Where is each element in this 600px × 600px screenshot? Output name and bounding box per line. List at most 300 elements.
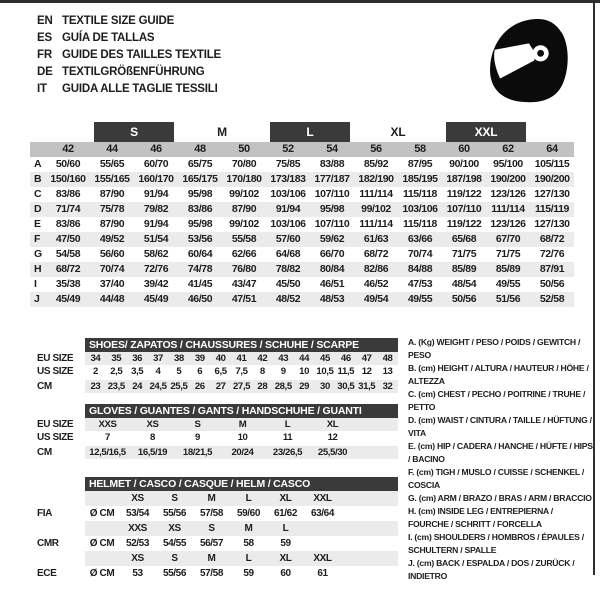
- row-label: F: [34, 233, 41, 245]
- table-cell: 119/122: [446, 188, 482, 200]
- table-cell: 55/56: [162, 568, 187, 579]
- table-cell: 160/170: [138, 173, 174, 185]
- table-cell: 54/58: [55, 248, 81, 260]
- table-cell: 59: [280, 538, 291, 549]
- size-header-cell: M: [193, 491, 230, 506]
- table-cell: 55/65: [99, 158, 125, 170]
- size-header-cell: M: [193, 551, 230, 566]
- row-label: C: [34, 188, 42, 200]
- table-cell: 35: [106, 352, 127, 365]
- table-cell: 103/106: [270, 218, 306, 230]
- table-cell: 49/55: [495, 278, 521, 290]
- table-cell: 76/80: [231, 263, 257, 275]
- lang-title: GUIDA ALLE TAGLIE TESSILI: [62, 83, 218, 95]
- measure-row-I: [30, 277, 574, 292]
- table-cell: 66/70: [319, 248, 345, 260]
- measurement-legend: [408, 336, 594, 583]
- lang-row-fr: [37, 47, 221, 64]
- table-cell: 111/114: [359, 188, 393, 200]
- racing-helmet-icon: [483, 14, 573, 107]
- table-cell: 63/64: [310, 508, 335, 519]
- table-cell: 75/78: [99, 203, 125, 215]
- table-cell: 18/21,5: [175, 446, 220, 459]
- table-cell: M: [220, 418, 265, 431]
- legend-item: G. (cm) ARM / BRAZO / BRAS / ARM / BRACCIO: [408, 493, 592, 503]
- table-cell: 13: [382, 366, 393, 377]
- lang-row-it: [37, 81, 221, 98]
- table-cell: 170/180: [226, 173, 262, 185]
- table-cell: 155/165: [94, 173, 130, 185]
- unit-label: Ø CM: [89, 508, 115, 519]
- table-cell: 53/54: [125, 508, 150, 519]
- table-cell: 44: [294, 352, 315, 365]
- table-cell: 68/72: [363, 248, 389, 260]
- filler-cell: [355, 418, 398, 431]
- row-label: US SIZE: [37, 366, 74, 377]
- row-label: US SIZE: [37, 432, 74, 443]
- table-cell: 12: [327, 432, 338, 443]
- size-group-XL: XL: [390, 125, 406, 139]
- table-cell: 12,5/16,5: [85, 446, 130, 459]
- helmet-size-header-row-ECE: [30, 551, 398, 566]
- size-header-row: [30, 142, 574, 157]
- size-group-XXL: XXL: [446, 122, 526, 142]
- table-cell: 31,5: [358, 381, 376, 392]
- table-cell: L: [265, 418, 310, 431]
- table-cell: 49/54: [363, 293, 389, 305]
- table-cell: 56/57: [199, 538, 224, 549]
- size-header-cell: XL: [267, 551, 304, 566]
- legend-item: E. (cm) HIP / CADERA / HANCHE / HÜFTE / HIPS / BACINO: [408, 441, 593, 464]
- measure-row-E: [30, 217, 574, 232]
- table-cell: 30: [315, 380, 336, 393]
- table-cell: 72/76: [539, 248, 565, 260]
- size-header-cell: 44: [106, 143, 118, 155]
- table-cell: 64/68: [275, 248, 301, 260]
- table-cell: 48: [377, 352, 398, 365]
- table-cell: 58/62: [143, 248, 169, 260]
- table-cell: 25,5: [170, 381, 188, 392]
- helmet-size-header-row-CMR: [30, 521, 398, 536]
- filler-cell: [341, 551, 398, 566]
- filler-cell: [341, 566, 398, 581]
- size-header-cell: XXL: [304, 491, 341, 506]
- table-cell: 36: [127, 352, 148, 365]
- table-cell: 83/86: [55, 188, 81, 200]
- table-cell: 52/53: [125, 538, 150, 549]
- table-cell: 51/56: [495, 293, 521, 305]
- table-cell: 47/53: [407, 278, 433, 290]
- filler-cell: [341, 506, 398, 521]
- table-cell: 115/118: [403, 188, 437, 200]
- table-cell: 83/88: [319, 158, 345, 170]
- table-cell: 10: [299, 366, 310, 377]
- table-cell: 61: [317, 568, 328, 579]
- size-header-cell: L: [230, 491, 267, 506]
- size-group-M: M: [217, 125, 227, 139]
- table-cell: 185/195: [402, 173, 438, 185]
- legend-item: C. (cm) CHEST / PECHO / POITRINE / TRUHE / PETTO: [408, 389, 586, 412]
- table-cell: 37/40: [99, 278, 125, 290]
- legend-item: I. (cm) SHOULDERS / HOMBROS / ÉPAULES / SCHULTERN / SPALLE: [408, 532, 584, 555]
- table-cell: 26: [189, 380, 210, 393]
- measure-row-D: [30, 202, 574, 217]
- table-cell: 41/45: [187, 278, 213, 290]
- size-header-cell: 52: [282, 143, 294, 155]
- size-header-cell: 50: [238, 143, 250, 155]
- table-cell: 165/175: [182, 173, 218, 185]
- unit-label: Ø CM: [89, 538, 115, 549]
- table-cell: 71/75: [451, 248, 477, 260]
- table-cell: 95/98: [187, 188, 213, 200]
- size-header-cell: 46: [150, 143, 162, 155]
- gloves-table-body: [30, 418, 398, 459]
- size-header-cell: XS: [119, 551, 156, 566]
- filler-cell: [355, 431, 398, 444]
- measure-row-F: [30, 232, 574, 247]
- table-cell: 111/114: [491, 203, 525, 215]
- table-cell: 23,5: [107, 381, 125, 392]
- lang-code: IT: [37, 83, 47, 95]
- table-cell: 91/94: [275, 203, 301, 215]
- table-cell: 119/122: [446, 218, 482, 230]
- size-header-cell: 56: [370, 143, 382, 155]
- row-label: EU SIZE: [37, 419, 74, 430]
- table-cell: 47/51: [231, 293, 257, 305]
- table-cell: 127/130: [534, 188, 570, 200]
- table-cell: 45/49: [55, 293, 81, 305]
- table-cell: 11: [282, 432, 293, 443]
- table-cell: 85/89: [451, 263, 477, 275]
- top-border: [0, 0, 600, 3]
- table-cell: 107/110: [314, 188, 350, 200]
- unit-spacer: [85, 521, 119, 536]
- table-cell: 123/126: [490, 188, 526, 200]
- table-cell: 32: [377, 380, 398, 393]
- table-cell: 182/190: [358, 173, 394, 185]
- table-cell: 105/115: [534, 158, 570, 170]
- table-cell: 43/47: [231, 278, 257, 290]
- table-cell: 35/38: [55, 278, 81, 290]
- table-cell: 70/80: [231, 158, 257, 170]
- table-cell: 50/60: [55, 158, 81, 170]
- unit-spacer: [85, 551, 119, 566]
- measure-row-C: [30, 187, 574, 202]
- size-header-spacer: [30, 142, 46, 157]
- table-cell: 87/90: [231, 203, 257, 215]
- table-cell: 23/26,5: [265, 446, 310, 459]
- table-cell: 190/200: [490, 173, 526, 185]
- table-cell: 47/50: [55, 233, 81, 245]
- table-cell: 57/58: [199, 568, 224, 579]
- table-cell: 45: [315, 352, 336, 365]
- filler-cell: [341, 521, 398, 536]
- legend-item: J. (cm) BACK / ESPALDA / DOS / ZURÜCK / INDIETRO: [408, 558, 575, 581]
- row-label: FIA: [37, 508, 52, 519]
- helmet-table-body: [30, 491, 398, 581]
- table-cell: 115/119: [535, 203, 569, 215]
- size-header-cell: XXS: [119, 521, 156, 536]
- unit-label: Ø CM: [89, 568, 115, 579]
- lang-title: GUIDE DES TAILLES TEXTILE: [62, 49, 221, 61]
- table-cell: 40: [210, 352, 231, 365]
- table-cell: 10: [237, 432, 248, 443]
- table-cell: 9: [195, 432, 200, 443]
- row-label: I: [34, 278, 37, 290]
- table-cell: 20/24: [220, 446, 265, 459]
- row-label: G: [34, 248, 42, 260]
- helmet-table-title: HELMET / CASCO / CASQUE / HELM / CASCO: [85, 477, 398, 491]
- table-cell: 177/187: [314, 173, 350, 185]
- table-cell: 57/58: [199, 508, 224, 519]
- shoes-table-row-2: [30, 380, 398, 393]
- table-cell: 28,5: [274, 381, 292, 392]
- garment-size-table: [30, 122, 574, 307]
- measure-row-A: [30, 157, 574, 172]
- row-label: [30, 491, 85, 506]
- table-cell: 67/70: [495, 233, 521, 245]
- size-header-cell: XS: [156, 521, 193, 536]
- table-cell: 103/106: [270, 188, 306, 200]
- table-cell: 84/88: [407, 263, 433, 275]
- table-cell: 27: [210, 380, 231, 393]
- table-cell: 87/90: [99, 218, 125, 230]
- table-cell: 59/60: [236, 508, 261, 519]
- size-group-S: S: [94, 122, 174, 142]
- table-cell: 95/98: [319, 203, 345, 215]
- table-cell: 48/54: [451, 278, 477, 290]
- table-cell: 50/56: [539, 278, 565, 290]
- size-group-L: L: [270, 122, 350, 142]
- helmet-value-row-ECE: [30, 566, 398, 581]
- row-label: ECE: [37, 568, 57, 579]
- row-label: B: [34, 173, 42, 185]
- row-label: [30, 521, 85, 536]
- table-cell: 48/52: [275, 293, 301, 305]
- row-label: CM: [37, 381, 52, 392]
- lang-row-de: [37, 64, 221, 81]
- size-header-cell: S: [193, 521, 230, 536]
- size-group-row: [30, 122, 574, 142]
- shoes-table-row-0: [30, 352, 398, 365]
- table-cell: 87/90: [99, 188, 125, 200]
- row-label: J: [34, 293, 40, 305]
- row-label: D: [34, 203, 42, 215]
- table-cell: 60/70: [143, 158, 169, 170]
- table-cell: 30,5: [337, 381, 355, 392]
- table-cell: 123/126: [490, 218, 526, 230]
- table-cell: 34: [85, 352, 106, 365]
- table-cell: 6,5: [214, 366, 227, 377]
- unit-spacer: [85, 491, 119, 506]
- size-header-cell: S: [156, 491, 193, 506]
- table-cell: 99/102: [229, 218, 259, 230]
- table-cell: 11,5: [337, 366, 355, 377]
- table-cell: 27,5: [232, 381, 251, 392]
- table-cell: 45/50: [275, 278, 301, 290]
- shoes-table-body: [30, 352, 398, 393]
- table-cell: 68/72: [539, 233, 565, 245]
- table-cell: 85/92: [363, 158, 389, 170]
- table-cell: 80/84: [319, 263, 345, 275]
- table-cell: [304, 536, 341, 551]
- table-cell: 37: [148, 352, 169, 365]
- table-cell: 82/86: [363, 263, 389, 275]
- table-cell: 29: [294, 380, 315, 393]
- table-cell: 6: [197, 366, 203, 377]
- table-cell: 2,5: [110, 366, 123, 377]
- table-cell: 95/100: [493, 158, 523, 170]
- size-header-cell: XS: [119, 491, 156, 506]
- helmet-table: [30, 477, 398, 581]
- gloves-table-row-0: [30, 418, 398, 431]
- size-header-cell: 64: [546, 143, 558, 155]
- table-cell: 39: [189, 352, 210, 365]
- table-cell: 10,5: [316, 366, 334, 377]
- table-cell: 65/75: [187, 158, 213, 170]
- table-cell: 8: [150, 432, 155, 443]
- table-cell: 23: [85, 380, 106, 393]
- table-cell: 3,5: [131, 366, 144, 377]
- table-cell: 53: [132, 568, 143, 579]
- table-cell: 60/64: [187, 248, 213, 260]
- table-cell: 83/86: [55, 218, 81, 230]
- table-cell: 74/78: [187, 263, 213, 275]
- helmet-size-header-row-FIA: [30, 491, 398, 506]
- table-cell: 63/66: [407, 233, 433, 245]
- table-cell: 65/68: [451, 233, 477, 245]
- measure-row-J: [30, 292, 574, 307]
- table-cell: 53/56: [187, 233, 213, 245]
- table-cell: 50/56: [451, 293, 477, 305]
- size-header-cell: [304, 521, 341, 536]
- table-cell: 44/48: [99, 293, 125, 305]
- table-cell: 54/55: [162, 538, 187, 549]
- measure-row-B: [30, 172, 574, 187]
- size-header-cell: M: [230, 521, 267, 536]
- table-cell: 61/62: [273, 508, 298, 519]
- table-cell: 55/58: [231, 233, 257, 245]
- size-header-cell: XXL: [304, 551, 341, 566]
- lang-row-es: [37, 30, 221, 47]
- table-cell: 28: [252, 380, 273, 393]
- table-cell: 38: [168, 352, 189, 365]
- size-header-cell: S: [156, 551, 193, 566]
- lang-code: ES: [37, 32, 52, 44]
- measure-row-G: [30, 247, 574, 262]
- size-header-cell: L: [230, 551, 267, 566]
- table-cell: 111/114: [359, 218, 393, 230]
- table-cell: 41: [231, 352, 252, 365]
- gloves-table-row-2: [30, 446, 398, 459]
- table-cell: 71/74: [55, 203, 81, 215]
- lang-code: DE: [37, 66, 53, 78]
- table-cell: 12: [361, 366, 372, 377]
- size-header-cell: 58: [414, 143, 426, 155]
- table-cell: 99/102: [229, 188, 259, 200]
- size-header-cell: 42: [62, 143, 74, 155]
- table-cell: 39/42: [143, 278, 169, 290]
- row-label: H: [34, 263, 42, 275]
- table-cell: 46: [335, 352, 356, 365]
- legend-item: B. (cm) HEIGHT / ALTURA / HAUTEUR / HÖHE / ALTEZZA: [408, 363, 589, 386]
- table-cell: 70/74: [407, 248, 433, 260]
- table-cell: 55/56: [162, 508, 187, 519]
- shoes-table-row-1: [30, 365, 398, 378]
- table-cell: 7,5: [235, 366, 248, 377]
- size-header-cell: 54: [326, 143, 338, 155]
- table-cell: 79/82: [143, 203, 169, 215]
- lang-title: TEXTILE SIZE GUIDE: [62, 15, 175, 27]
- table-cell: XS: [130, 418, 175, 431]
- table-cell: 56/60: [99, 248, 125, 260]
- filler-cell: [355, 446, 398, 459]
- table-cell: 45/49: [143, 293, 169, 305]
- table-cell: 187/198: [446, 173, 482, 185]
- table-cell: 70/74: [99, 263, 125, 275]
- table-cell: 78/82: [275, 263, 301, 275]
- row-label: [30, 551, 85, 566]
- table-cell: 49/52: [99, 233, 125, 245]
- table-cell: 16,5/19: [130, 446, 175, 459]
- table-cell: 2: [92, 366, 98, 377]
- table-cell: 24: [127, 380, 148, 393]
- size-header-cell: 62: [502, 143, 514, 155]
- legend-item: H. (cm) INSIDE LEG / ENTREPIERNA / FOURCHE / SCHRITT / FORCELLA: [408, 506, 553, 529]
- table-cell: 60: [280, 568, 291, 579]
- table-cell: 91/94: [143, 218, 169, 230]
- measure-row-H: [30, 262, 574, 277]
- table-cell: 46/52: [363, 278, 389, 290]
- row-label: A: [34, 158, 42, 170]
- table-cell: 107/110: [446, 203, 482, 215]
- table-cell: 7: [105, 432, 110, 443]
- table-cell: 52/58: [539, 293, 565, 305]
- table-cell: 75/85: [275, 158, 301, 170]
- table-cell: S: [175, 418, 220, 431]
- table-cell: 59/62: [319, 233, 345, 245]
- table-cell: 72/76: [143, 263, 169, 275]
- shoes-table-title: SHOES/ ZAPATOS / CHAUSSURES / SCHUHE / SCARPE: [85, 338, 398, 352]
- table-cell: XXS: [85, 418, 130, 431]
- lang-title: GUÍA DE TALLAS: [62, 32, 155, 44]
- lang-title: TEXTILGRÖßENFÜHRUNG: [62, 66, 205, 78]
- filler-cell: [341, 536, 398, 551]
- row-label: E: [34, 218, 41, 230]
- table-cell: XL: [310, 418, 355, 431]
- table-cell: 68/72: [55, 263, 81, 275]
- table-cell: 58: [243, 538, 254, 549]
- table-cell: 190/200: [534, 173, 570, 185]
- gloves-table: [30, 404, 398, 459]
- language-title-block: [37, 13, 221, 98]
- legend-item: D. (cm) WAIST / CINTURA / TAILLE / HÜFTUNG / VITA: [408, 415, 592, 438]
- row-label: EU SIZE: [37, 353, 74, 364]
- table-cell: 51/54: [143, 233, 169, 245]
- table-cell: 57/60: [275, 233, 301, 245]
- table-cell: 85/89: [495, 263, 521, 275]
- lang-code: EN: [37, 15, 53, 27]
- table-cell: 46/51: [319, 278, 345, 290]
- table-cell: 5: [176, 366, 182, 377]
- gloves-table-row-1: [30, 431, 398, 444]
- helmet-value-row-CMR: [30, 536, 398, 551]
- table-cell: 61/63: [363, 233, 389, 245]
- table-cell: 9: [280, 366, 286, 377]
- table-cell: 107/110: [314, 218, 350, 230]
- table-cell: 115/118: [403, 218, 437, 230]
- table-cell: 42: [252, 352, 273, 365]
